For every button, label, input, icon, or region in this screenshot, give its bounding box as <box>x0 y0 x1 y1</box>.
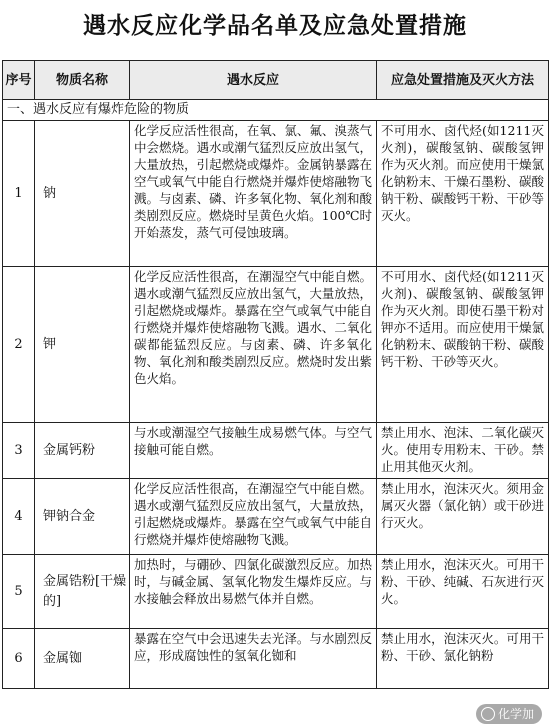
measures-text: 禁止用水，泡沫灭火。须用金属灭火器（氯化钠）或干砂进行灭火。 <box>377 479 549 555</box>
wechat-bubble-icon <box>481 707 495 721</box>
reaction-text: 与水或潮湿空气接触生成易燃气体。与空气接触可能自燃。 <box>130 423 377 479</box>
row-number: 6 <box>3 629 35 689</box>
table-row <box>3 121 549 267</box>
substance-name: 金属铷 <box>35 629 130 689</box>
reaction-text: 化学反应活性很高，在潮湿空气中能自燃。遇水或潮气猛烈反应放出氢气，大量放热，引起燃烧或爆炸。暴露在空气或氧气中能自行燃烧并爆炸使熔融物飞溅。 <box>130 479 377 555</box>
substance-name: 钾 <box>35 267 130 423</box>
measures-text: 禁止用水，泡沫灭火。可用干粉、干砂、纯碱、石灰进行灭火。 <box>377 555 549 629</box>
measures-text: 不可用水、卤代烃(如1211灭火剂)、碳酸氢钠、碳酸氢钾作为灭火剂。即使石墨干粉对钾亦不适用。而应使用干燥氯化钠粉末、碳酸钠干粉、碳酸钙干粉、干砂等灭火。 <box>377 267 549 423</box>
section-title: 一、遇水反应有爆炸危险的物质 <box>3 100 549 121</box>
row-number: 4 <box>3 479 35 555</box>
header-reaction: 遇水反应 <box>130 61 377 100</box>
watermark-badge <box>476 704 542 724</box>
header-measures: 应急处置措施及灭火方法 <box>377 61 549 100</box>
table-row <box>3 555 549 629</box>
substance-name: 金属锆粉[干燥的] <box>35 555 130 629</box>
substance-name: 钠 <box>35 121 130 267</box>
row-number: 3 <box>3 423 35 479</box>
chemical-table <box>2 60 549 689</box>
table-row <box>3 267 549 423</box>
header-seq: 序号 <box>3 61 35 100</box>
table-row <box>3 423 549 479</box>
row-number: 1 <box>3 121 35 267</box>
substance-name: 金属钙粉 <box>35 423 130 479</box>
watermark-text: 化学加 <box>497 707 534 721</box>
section-row <box>3 100 549 121</box>
measures-text: 禁止用水、泡沫、二氧化碳灭火。使用专用粉末、干砂。禁止用其他灭火剂。 <box>377 423 549 479</box>
table-header-row <box>3 61 549 100</box>
reaction-text: 化学反应活性很高，在氧、氯、氟、溴蒸气中会燃烧。遇水或潮气猛烈反应放出氢气，大量放热，引起燃烧或爆炸。金属钠暴露在空气或氧气中能自行燃烧并爆炸使熔融物飞溅。与卤素、磷、许多氧化物、氧化剂和酸类剧烈反应。燃烧时呈黄色火焰。100℃时开始蒸发，蒸气可侵蚀玻璃。 <box>130 121 377 267</box>
page-title: 遇水反应化学品名单及应急处置措施 <box>83 13 467 39</box>
reaction-text: 化学反应活性很高，在潮湿空气中能自燃。遇水或潮气猛烈反应放出氢气，大量放热，引起燃烧或爆炸。暴露在空气或氧气中能自行燃烧并爆炸使熔融物飞溅。遇水、二氧化碳都能猛烈反应。与卤素、磷、许多氧化物、氧化剂和酸类剧烈反应。燃烧时发出紫色火焰。 <box>130 267 377 423</box>
measures-text: 禁止用水，泡沫灭火。可用干粉、干砂、氯化钠粉 <box>377 629 549 689</box>
reaction-text: 加热时，与硼砂、四氯化碳激烈反应。加热时，与碱金属、氢氧化物发生爆炸反应。与水接触会释放出易燃气体并自燃。 <box>130 555 377 629</box>
header-substance: 物质名称 <box>35 61 130 100</box>
measures-text: 不可用水、卤代烃(如1211灭火剂)，碳酸氢钠、碳酸氢钾作为灭火剂。而应使用干燥氯化钠粉末、干燥石墨粉、碳酸钠干粉、碳酸钙干粉、干砂等灭火。 <box>377 121 549 267</box>
table-row <box>3 479 549 555</box>
reaction-text: 暴露在空气中会迅速失去光泽。与水剧烈反应，形成腐蚀性的氢氧化铷和 <box>130 629 377 689</box>
substance-name: 钾钠合金 <box>35 479 130 555</box>
row-number: 5 <box>3 555 35 629</box>
row-number: 2 <box>3 267 35 423</box>
table-row <box>3 629 549 689</box>
